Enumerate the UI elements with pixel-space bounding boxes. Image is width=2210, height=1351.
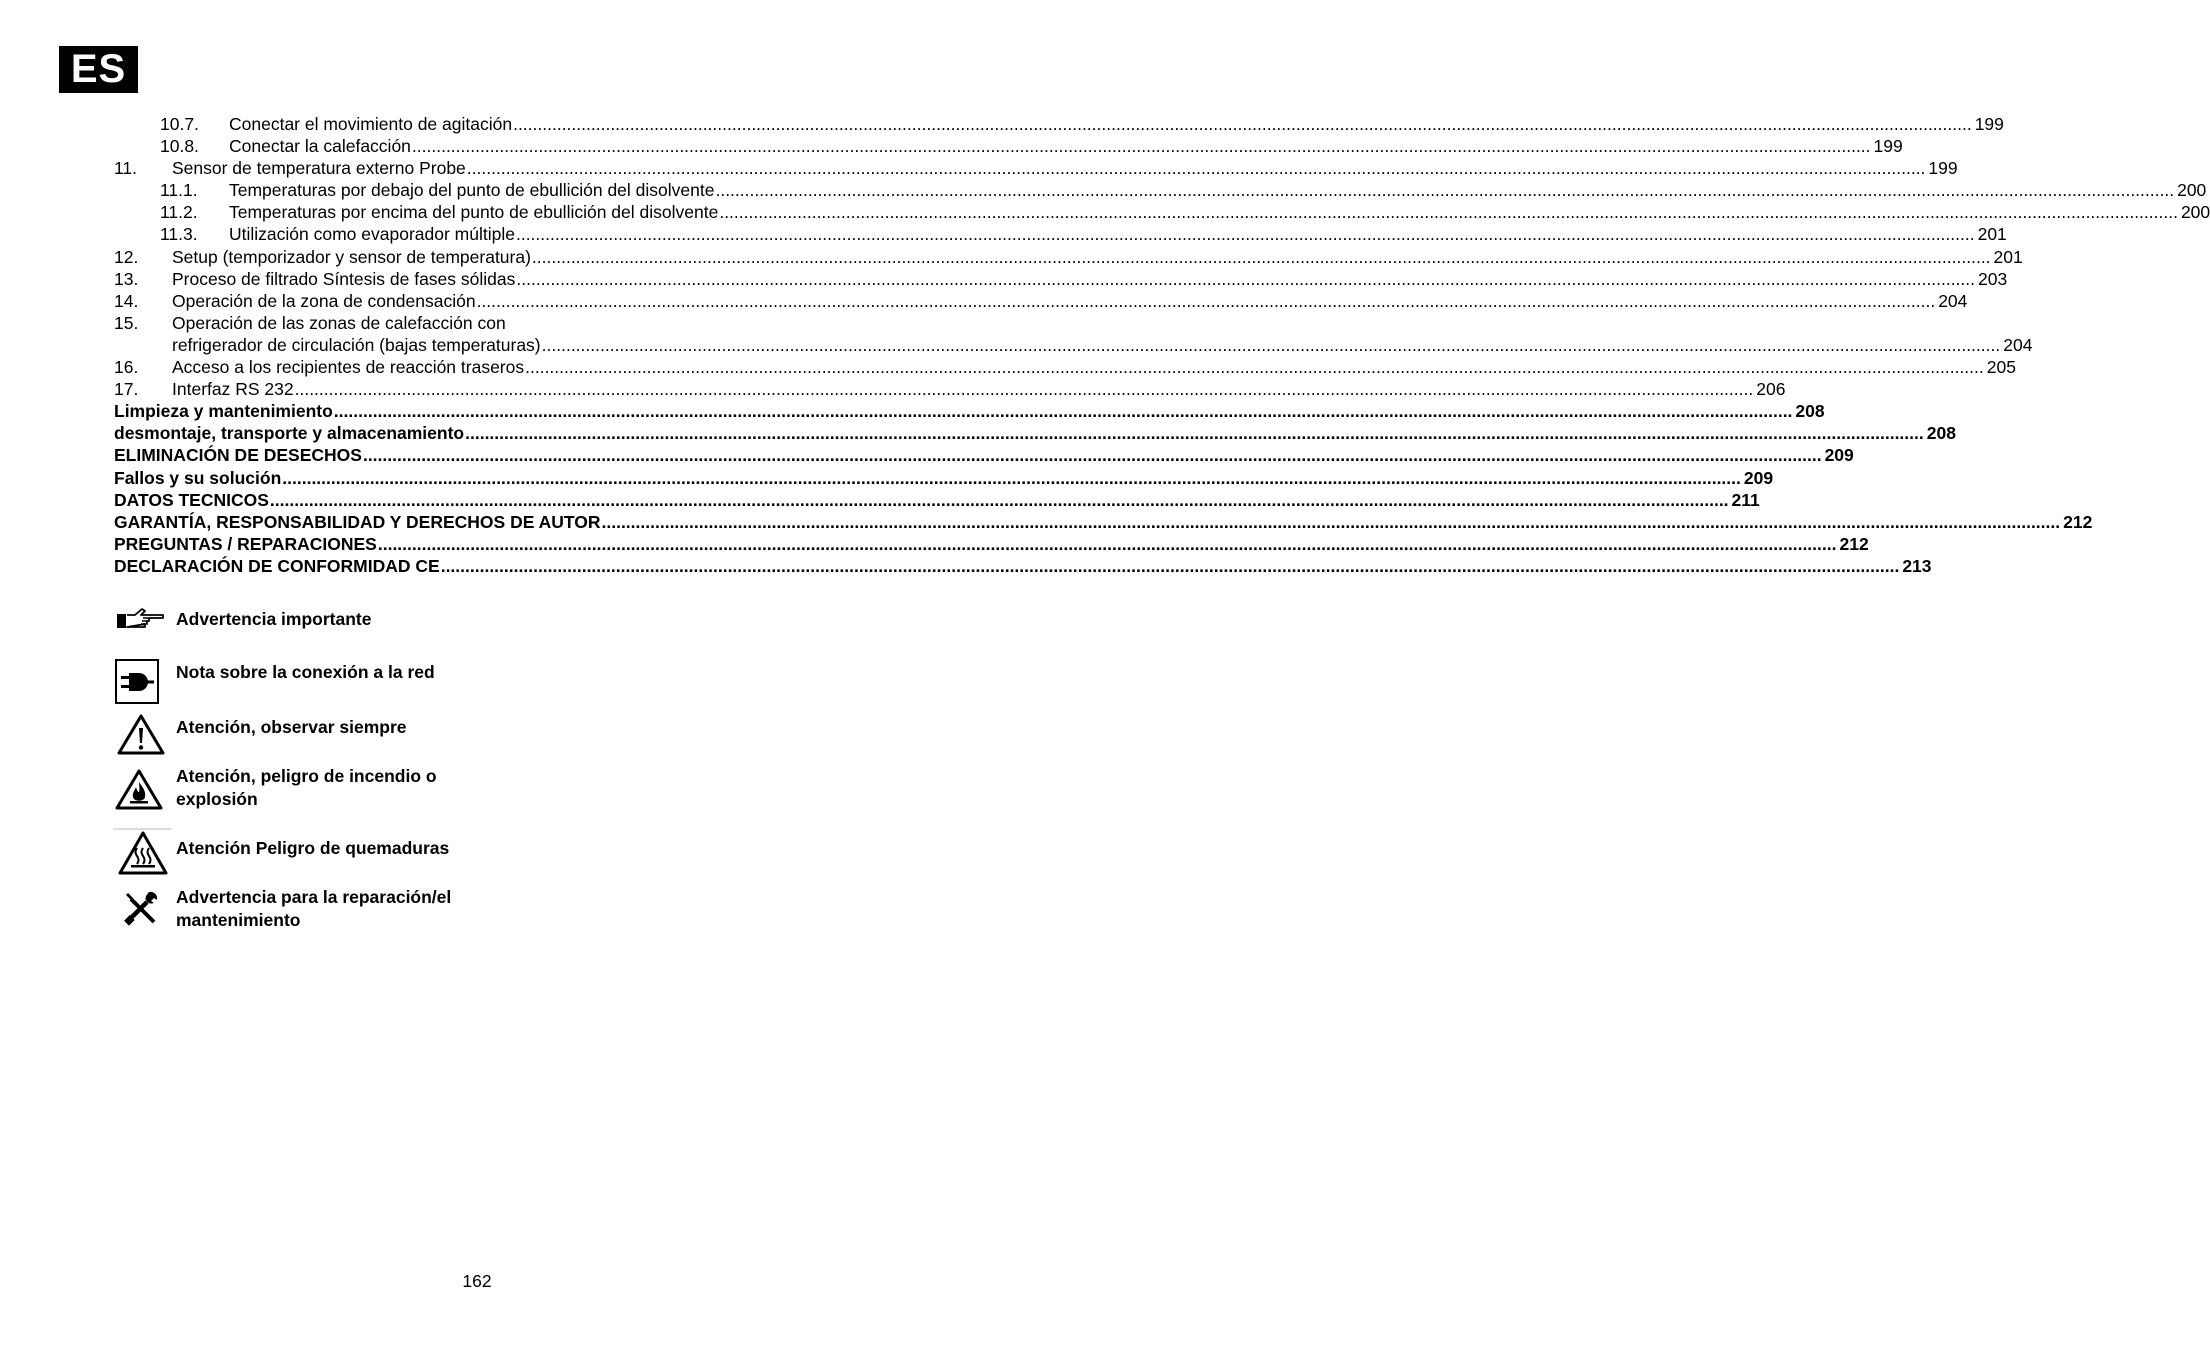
toc-entry-page: 206 bbox=[1756, 379, 1786, 400]
toc-leader-dots: ............................................................................................................................................................................................................................................................................................................ bbox=[715, 180, 2175, 201]
toc-entry[interactable] bbox=[114, 223, 2007, 245]
toc-entry-page: 208 bbox=[1795, 401, 1825, 422]
toc-entry-title: Utilización como evaporador múltiple bbox=[229, 224, 515, 245]
toc-entry-title: ELIMINACIÓN DE DESECHOS bbox=[114, 445, 362, 466]
toc-leader-dots: ............................................................................................................................................................................................................................................................................................................ bbox=[525, 357, 1984, 378]
toc-leader-dots: ............................................................................................................................................................................................................................................................................................................ bbox=[513, 114, 1972, 134]
toc-entry-title: Setup (temporizador y sensor de temperatura) bbox=[172, 246, 531, 267]
toc-entry-page: 209 bbox=[1743, 467, 1774, 488]
toc-entry[interactable] bbox=[114, 400, 1825, 422]
tools-icon bbox=[123, 890, 159, 931]
toc-leader-dots: ............................................................................................................................................................................................................................................................................................................ bbox=[466, 158, 1926, 179]
pointing-hand-icon bbox=[113, 604, 167, 637]
toc-entry[interactable] bbox=[114, 334, 2033, 356]
toc-entry[interactable] bbox=[114, 157, 1958, 179]
toc-leader-dots: ............................................................................................................................................................................................................................................................................................................ bbox=[515, 224, 1975, 245]
toc-entry-page: 201 bbox=[1977, 224, 2007, 245]
toc-entry-page: 212 bbox=[2063, 511, 2093, 532]
toc-entry-title: DECLARACIÓN DE CONFORMIDAD CE bbox=[114, 555, 440, 576]
toc-entry-page: 199 bbox=[1974, 114, 2004, 134]
toc-entry[interactable] bbox=[114, 467, 1774, 489]
toc-entry-number: 14. bbox=[114, 290, 139, 311]
toc-leader-dots: ............................................................................................................................................................................................................................................................................................................ bbox=[601, 511, 2061, 532]
toc-leader-dots: ............................................................................................................................................................................................................................................................................................................ bbox=[377, 533, 1837, 554]
toc-leader-dots: ............................................................................................................................................................................................................................................................................................................ bbox=[362, 445, 1822, 466]
toc-entry-number: 11.2. bbox=[160, 202, 198, 223]
toc-leader-dots: ............................................................................................................................................................................................................................................................................................................ bbox=[269, 489, 1729, 510]
toc-entry-page: 203 bbox=[1978, 268, 2008, 289]
toc-entry-page: 205 bbox=[1986, 357, 2016, 378]
toc-entry-number: 11.1. bbox=[160, 180, 198, 201]
toc-entry-title: Acceso a los recipientes de reacción traseros bbox=[172, 357, 525, 378]
toc-entry-title: refrigerador de circulación (bajas temperaturas) bbox=[172, 334, 541, 355]
hot-surface-icon bbox=[113, 828, 171, 881]
toc-entry[interactable] bbox=[114, 290, 1968, 312]
toc-leader-dots: ............................................................................................................................................................................................................................................................................................................ bbox=[282, 467, 1741, 488]
toc-leader-dots: ............................................................................................................................................................................................................................................................................................................ bbox=[440, 555, 1900, 576]
toc-entry-page: 199 bbox=[1928, 158, 1958, 179]
toc-entry-title: Temperaturas por debajo del punto de ebullición del disolvente bbox=[229, 180, 715, 201]
toc-entry-page: 211 bbox=[1731, 489, 1760, 510]
toc-leader-dots: ............................................................................................................................................................................................................................................................................................................ bbox=[541, 334, 2001, 355]
warning-triangle-icon bbox=[117, 713, 165, 760]
toc-entry-page: 201 bbox=[1993, 246, 2023, 267]
toc-entry-title: Operación de la zona de condensación bbox=[172, 290, 476, 311]
toc-entry[interactable] bbox=[114, 179, 2207, 201]
toc-entry-number: 13. bbox=[114, 268, 139, 289]
toc-entry-title: PREGUNTAS / REPARACIONES bbox=[114, 533, 377, 554]
toc-entry-title: GARANTÍA, RESPONSABILIDAD Y DERECHOS DE AUTOR bbox=[114, 511, 601, 532]
toc-entry-number: 11.3. bbox=[160, 224, 198, 245]
toc-entry-number: 12. bbox=[114, 246, 139, 267]
toc-entry-title: Operación de las zonas de calefacción con bbox=[172, 312, 506, 333]
toc-entry[interactable] bbox=[114, 422, 1956, 444]
toc-entry-title: Limpieza y mantenimiento bbox=[114, 401, 333, 422]
toc-entry-title: Conectar el movimiento de agitación bbox=[229, 114, 513, 134]
toc-entry-title: DATOS TECNICOS bbox=[114, 489, 269, 510]
toc-entry-page: 204 bbox=[1938, 290, 1968, 311]
toc-entry-number: 17. bbox=[114, 379, 139, 400]
toc-entry[interactable] bbox=[114, 356, 2016, 378]
toc-entry[interactable] bbox=[114, 511, 2093, 533]
toc-entry[interactable] bbox=[114, 135, 1903, 157]
toc-entry-page: 200 bbox=[2177, 180, 2207, 201]
toc-entry-title: Sensor de temperatura externo Probe bbox=[172, 158, 466, 179]
power-plug-icon bbox=[115, 659, 159, 710]
toc-entry-page: 199 bbox=[1873, 136, 1903, 157]
toc-leader-dots: ............................................................................................................................................................................................................................................................................................................ bbox=[719, 202, 2178, 223]
toc-entry[interactable] bbox=[114, 246, 2023, 268]
toc-leader-dots: ............................................................................................................................................................................................................................................................................................................ bbox=[476, 290, 1936, 311]
page-number: 162 bbox=[462, 1271, 492, 1291]
table-of-contents bbox=[114, 113, 2210, 577]
toc-leader-dots: ............................................................................................................................................................................................................................................................................................................ bbox=[294, 379, 1754, 400]
toc-leader-dots: ............................................................................................................................................................................................................................................................................................................ bbox=[516, 268, 1976, 289]
toc-leader-dots: ............................................................................................................................................................................................................................................................................................................ bbox=[531, 246, 1991, 267]
toc-entry-page: 213 bbox=[1902, 555, 1932, 576]
toc-entry[interactable] bbox=[114, 444, 1854, 466]
toc-entry-title: Conectar la calefacción bbox=[229, 136, 411, 157]
toc-entry-page: 212 bbox=[1839, 533, 1869, 554]
toc-entry-number: 15. bbox=[114, 312, 139, 333]
toc-entry-title: Temperaturas por encima del punto de ebullición del disolvente bbox=[229, 202, 719, 223]
toc-leader-dots: ............................................................................................................................................................................................................................................................................................................ bbox=[465, 423, 1924, 444]
toc-entry[interactable] bbox=[114, 378, 1786, 400]
toc-entry-page: 209 bbox=[1824, 445, 1854, 466]
toc-entry[interactable] bbox=[114, 489, 1760, 511]
toc-entry-number: 11. bbox=[114, 158, 138, 179]
toc-leader-dots: ............................................................................................................................................................................................................................................................................................................ bbox=[411, 136, 1871, 157]
fire-hazard-icon bbox=[115, 768, 163, 815]
toc-leader-dots: ............................................................................................................................................................................................................................................................................................................ bbox=[333, 401, 1793, 422]
language-badge: ES bbox=[59, 46, 138, 93]
toc-entry[interactable] bbox=[114, 555, 1932, 577]
toc-entry[interactable] bbox=[114, 113, 2004, 135]
toc-entry-title: desmontaje, transporte y almacenamiento bbox=[114, 423, 465, 444]
toc-entry-title: Fallos y su solución bbox=[114, 467, 282, 488]
toc-entry[interactable] bbox=[114, 312, 840, 334]
toc-entry-number: 16. bbox=[114, 357, 139, 378]
toc-entry-title: Proceso de filtrado Síntesis de fases sólidas bbox=[172, 268, 516, 289]
toc-entry[interactable] bbox=[114, 201, 2210, 223]
toc-entry-number: 10.7. bbox=[160, 114, 199, 134]
toc-entry-page: 204 bbox=[2003, 334, 2033, 355]
toc-entry-title: Interfaz RS 232 bbox=[172, 379, 294, 400]
toc-entry-page: 208 bbox=[1926, 423, 1956, 444]
toc-entry[interactable] bbox=[114, 533, 1869, 555]
toc-entry-page: 200 bbox=[2180, 202, 2210, 223]
toc-entry-number: 10.8. bbox=[160, 136, 199, 157]
toc-entry[interactable] bbox=[114, 268, 2008, 290]
